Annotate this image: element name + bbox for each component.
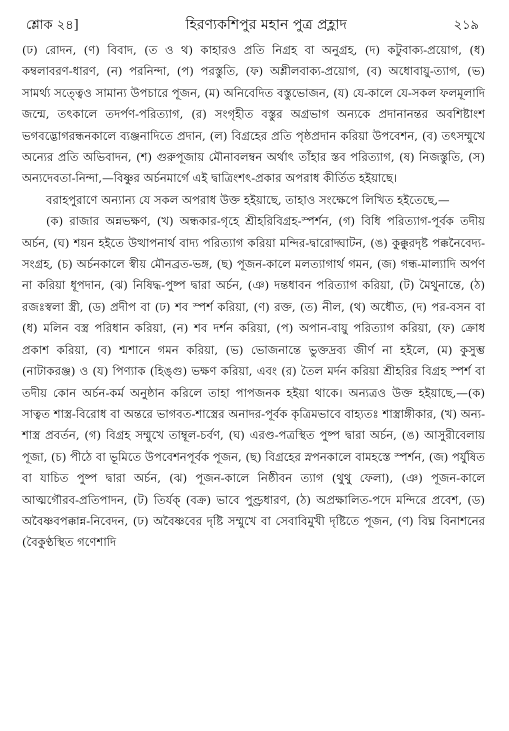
page-body xyxy=(22,40,485,554)
paragraph-offenses-continued: (ঢ) রোদন, (ণ) বিবাদ, (ত ও থ) কাহারও প্রতি নিগ্রহ বা অনুগ্রহ, (দ) কটুবাক্য-প্রয়োগ, (ধ) কম্বলাবরণ-ধারণ, (ন) পরনিন্দা, (প) পরস্তুতি, (ফ) অশ্লীলবাক্য-প্রয়োগ, (ব) অধোবায়ু-ত্যাগ, (ভ) সামর্থ্য সত্ত্বেও সামান্য উপচারে পূজন, (ম) অনিবেদিত বস্তুভোজন, (য) যে-কালে যে-সকল ফলমূলাদি জন্মে, তৎকালে তদর্পণ-পরিত্যাগ, (র) সংগৃহীত বস্তুর অগ্রভাগ অন্যকে প্রদানানন্তর অবশিষ্টাংশ ভগবদ্ভোগরন্ধনকালে ব্যঞ্জনাদিতে প্রদান, (ল) বিগ্রহের প্রতি পৃষ্ঠপ্রদান করিয়া উপবেশন, (ব) তৎসম্মুখে অন্যের প্রতি অভিবাদন, (শ) গুরুপূজায় মৌনাবলম্বন অর্থাৎ তাঁহার স্তব পরিত্যাগ, (ষ) নিজস্তুতি, (স) অন্যদেবতা-নিন্দা,—বিষ্ণুর অর্চনমার্গে এই দ্বাত্রিংশৎ-প্রকার অপরাধ কীর্তিত হইয়াছে। xyxy=(22,43,485,186)
page-header xyxy=(22,16,485,40)
verse-reference: শ্লোক ২৪] xyxy=(26,18,79,33)
page-number: ২১৯ xyxy=(453,18,479,33)
running-title: হিরণ্যকশিপুর মহান পুত্র প্রহ্লাদ xyxy=(185,17,347,33)
paragraph-varaha-intro: বরাহপুরাণে অন্যান্য যে সকল অপরাধ উক্ত হইয়াছে, তাহাও সংক্ষেপে লিখিত হইতেছে,— xyxy=(46,192,450,207)
paragraph-varaha-list: (ক) রাজার অন্নভক্ষণ, (খ) অন্ধকার-গৃহে শ্রীহরিবিগ্রহ-স্পর্শন, (গ) বিধি পরিত্যাগ-পূর্বক তদীয় অর্চন, (ঘ) শয়ন হইতে উত্থাপনার্থ বাদ্য পরিত্যাগ করিয়া মন্দির-দ্বারোদ্ঘাটন, (ঙ) কুক্কুরদৃষ্ট পক্কনৈবেদ্য-সংগ্রহ, (চ) অর্চনকালে স্বীয় মৌনব্রত-ভঙ্গ, (ছ) পূজন-কালে মলত্যাগার্থ গমন, (জ) গন্ধ-মাল্যাদি অর্পণ না করিয়া ধূপদান, (ঝ) নিষিদ্ধ-পুষ্প দ্বারা অর্চন, (ঞ) দন্তধাবন পরিত্যাগ করিয়া, (ট) মৈথুনান্তে, (ঠ) রজঃস্বলা স্ত্রী, (ড) প্রদীপ বা (ঢ) শব স্পর্শ করিয়া, (ণ) রক্ত, (ত) নীল, (থ) অধৌত, (দ) পর-বসন বা (ধ) মলিন বস্ত্র পরিধান করিয়া, (ন) শব দর্শন করিয়া, (প) অপান-বায়ু পরিত্যাগ করিয়া, (ফ) ক্রোধ প্রকাশ করিয়া, (ব) শ্মশানে গমন করিয়া, (ভ) ভোজনান্তে ভুক্তদ্রব্য জীর্ণ না হইলে, (ম) কুসুম্ভ (নাটাকরঞ্জ) ও (য) পিণ্যাক (হিঙ্গু) ভক্ষণ করিয়া, এবং (র) তৈল মর্দন করিয়া শ্রীহরির বিগ্রহ স্পর্শ বা তদীয় কোন অর্চন-কর্ম অনুষ্ঠান করিলে তাহা পাপজনক হইয়া থাকে। অন্যত্রও উক্ত হইয়াছে,—(ক) সাত্বত শাস্ত্র-বিরোধ বা অন্তরে ভাগবত-শাস্ত্রের অনাদর-পূর্বক কৃত্রিমভাবে বাহ্যতঃ শাস্ত্রাঙ্গীকার, (খ) অন্য-শাস্ত্র প্রবর্তন, (গ) বিগ্রহ সম্মুখে তাম্বূল-চর্বণ, (ঘ) এরণ্ড-পত্রস্থিত পুষ্প দ্বারা অর্চন, (ঙ) আসুরীবেলায় পূজা, (চ) পীঠে বা ভূমিতে উপবেশনপূর্বক পূজন, (ছ) বিগ্রহের স্নপনকালে বামহস্তে স্পর্শন, (জ) পর্যুষিত বা যাচিত পুষ্প দ্বারা অর্চন, (ঝ) পূজন-কালে নিষ্ঠীবন ত্যাগ (থুথু ফেলা), (ঞ) পূজন-কালে আত্মগৌরব-প্রতিপাদন, (ট) তির্যক্ (বক্র) ভাবে পুণ্ড্রধারণ, (ঠ) অপ্রক্ষালিত-পদে মন্দিরে প্রবেশ, (ড) অবৈষ্ণবপক্কান্ন-নিবেদন, (ঢ) অবৈষ্ণবের দৃষ্টি সম্মুখে বা সেবাবিমুখী দৃষ্টিতে পূজন, (ণ) বিঘ্ন বিনাশনের (বৈকুণ্ঠস্থিত গণেশাদি xyxy=(22,214,485,550)
